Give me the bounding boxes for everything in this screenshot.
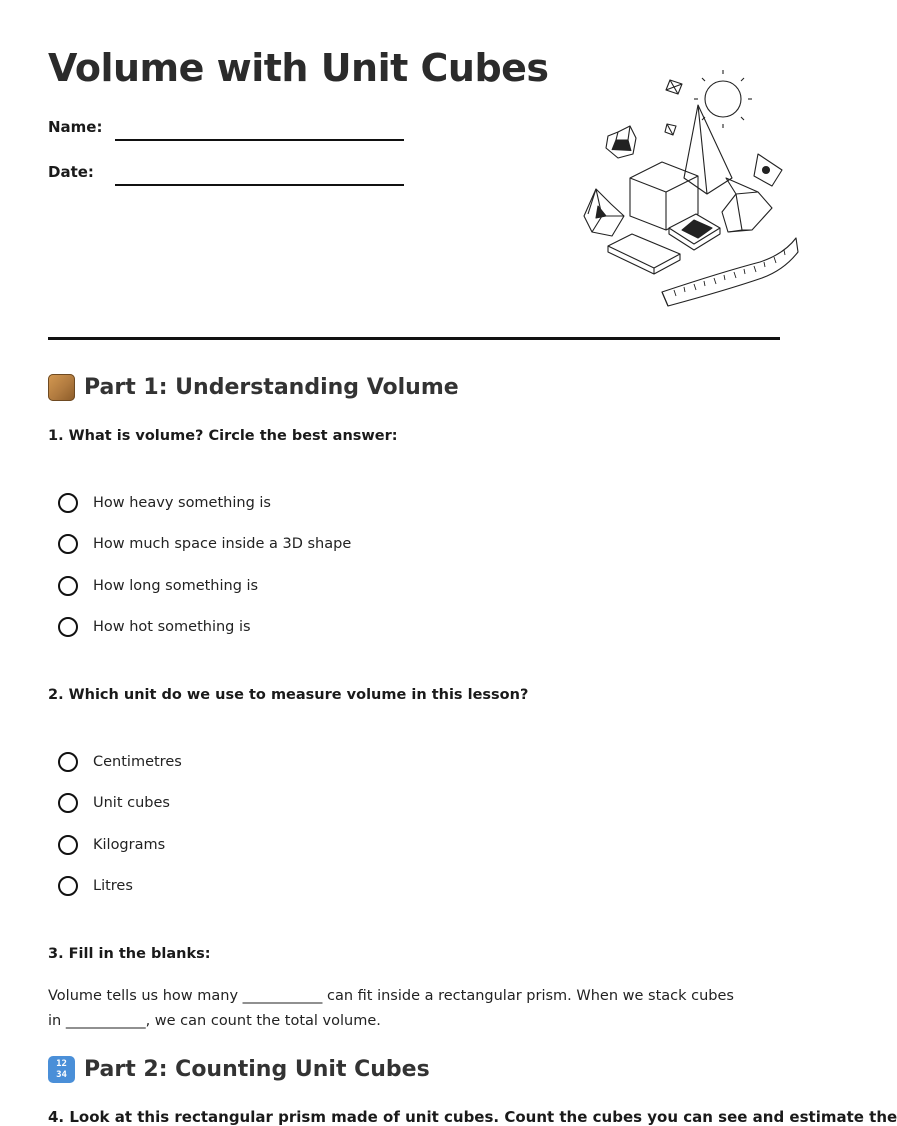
part1-heading-text: Part 1: Understanding Volume	[84, 375, 459, 400]
part2-heading-text: Part 2: Counting Unit Cubes	[84, 1057, 430, 1082]
flat-slab-icon	[608, 234, 680, 274]
part1-heading	[48, 374, 459, 401]
question-1: 1. What is volume? Circle the best answer:	[48, 428, 398, 444]
option-label: How much space inside a 3D shape	[93, 536, 352, 552]
radio-circle-icon[interactable]	[58, 752, 78, 772]
small-diamond-icon	[754, 154, 782, 186]
date-label: Date:	[48, 163, 94, 181]
q2-option-2[interactable]	[58, 790, 170, 816]
option-label: How hot something is	[93, 619, 251, 635]
package-icon	[48, 374, 75, 401]
q1-option-4[interactable]	[58, 614, 251, 640]
fill-in-paragraph[interactable]: Volume tells us how many ___________ can fit inside a rectangular prism. When we stack cubes in ___________, we can count the total volume.	[48, 988, 734, 1029]
radio-circle-icon[interactable]	[58, 876, 78, 896]
section-divider	[48, 337, 780, 340]
hexagonal-crystal-icon	[722, 178, 772, 232]
radio-circle-icon[interactable]	[58, 576, 78, 596]
q1-option-1[interactable]	[58, 490, 271, 516]
radio-circle-icon[interactable]	[58, 534, 78, 554]
small-octahedron-icon	[666, 80, 682, 94]
date-field[interactable]	[48, 163, 408, 193]
option-label: Kilograms	[93, 837, 166, 853]
question-2: 2. Which unit do we use to measure volume in this lesson?	[48, 687, 529, 703]
option-label: Centimetres	[93, 754, 182, 770]
q2-option-1[interactable]	[58, 749, 182, 775]
q2-option-3[interactable]	[58, 832, 165, 858]
name-line[interactable]	[115, 139, 404, 141]
pentagon-prism-icon	[584, 189, 624, 236]
option-label: Litres	[93, 878, 133, 894]
gem-icon	[606, 126, 636, 158]
square-tile-icon	[669, 214, 720, 250]
name-field[interactable]	[48, 118, 408, 148]
geometry-illustration	[532, 66, 782, 311]
numbers-1234-icon: 12 34	[48, 1056, 75, 1083]
radio-circle-icon[interactable]	[58, 493, 78, 513]
option-label: How long something is	[93, 578, 259, 594]
radio-circle-icon[interactable]	[58, 617, 78, 637]
sun-icon	[694, 70, 752, 128]
question-3: 3. Fill in the blanks:	[48, 946, 211, 962]
q1-option-3[interactable]	[58, 573, 258, 599]
page-title: Volume with Unit Cubes	[48, 46, 549, 90]
q1-option-2[interactable]	[58, 531, 351, 557]
option-label: How heavy something is	[93, 495, 271, 511]
radio-circle-icon[interactable]	[58, 793, 78, 813]
q2-option-4[interactable]	[58, 873, 133, 899]
date-line[interactable]	[115, 184, 404, 186]
name-label: Name:	[48, 118, 103, 136]
option-label: Unit cubes	[93, 795, 170, 811]
radio-circle-icon[interactable]	[58, 835, 78, 855]
part2-heading	[48, 1056, 430, 1083]
question-4: 4. Look at this rectangular prism made of unit cubes. Count the cubes you can see and estimate the	[48, 1108, 897, 1126]
tiny-cube-icon	[665, 124, 676, 135]
tape-measure-icon	[662, 238, 798, 306]
pyramid-icon	[684, 105, 732, 194]
